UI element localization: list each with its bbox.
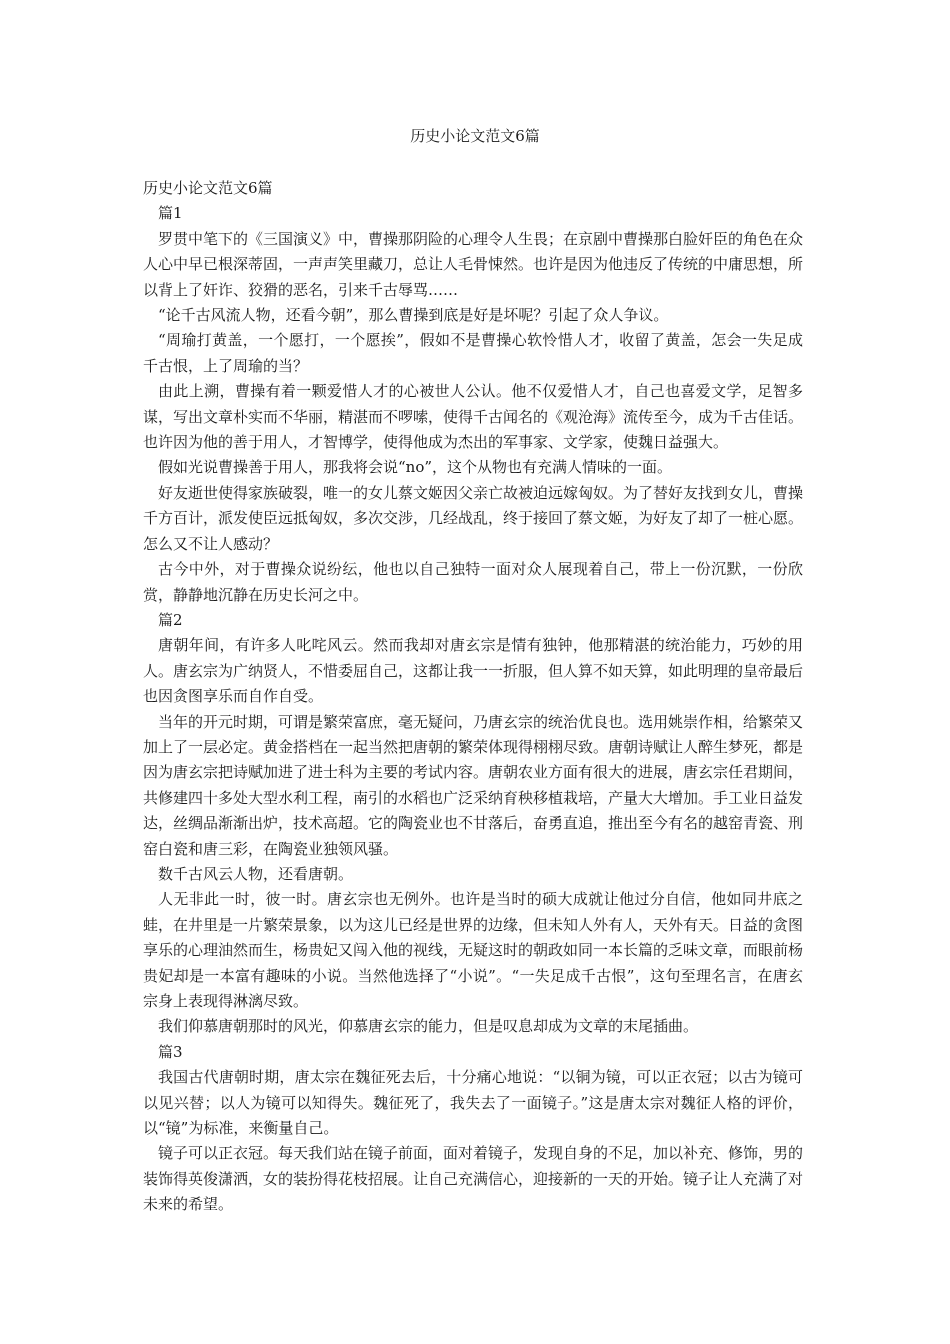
paragraph: 罗贯中笔下的《三国演义》中，曹操那阴险的心理令人生畏；在京剧中曹操那白脸奸臣的角色在众人心中早已根深蒂固，一声声笑里藏刀，总让人毛骨悚然。也许是因为他违反了传统的中庸思想，所以背上了奸诈、狡猾的恶名，引来千古辱骂……	[143, 229, 804, 299]
paragraph: 我们仰慕唐朝那时的风光，仰慕唐玄宗的能力，但是叹息却成为文章的末尾插曲。	[158, 1017, 699, 1036]
paragraph: 好友逝世使得家族破裂，唯一的女儿蔡文姬因父亲亡故被迫远嫁匈奴。为了替好友找到女儿，曹操千方百计，派发使臣远抵匈奴，多次交涉，几经战乱，终于接回了蔡文姬，为好友了却了一桩心愿。怎么又不让人感动？	[143, 483, 804, 553]
paragraph: 当年的开元时期，可谓是繁荣富庶，毫无疑问，乃唐玄宗的统治优良也。选用姚崇作相，给繁荣又加上了一层必定。黄金搭档在一起当然把唐朝的繁荣体现得栩栩尽致。唐朝诗赋让人醉生梦死，都是因为唐玄宗把诗赋加进了进士科为主要的考试内容。唐朝农业方面有很大的进展，唐玄宗任君期间，共修建四十多处大型水利工程，南引的水稻也广泛采纳育秧移植栽培，产量大大增加。手工业日益发达，丝绸品渐渐出炉，技术高超。它的陶瓷业也不甘落后，奋勇直追，推出至今有名的越窑青瓷、刑窑白瓷和唐三彩，在陶瓷业独领风骚。	[143, 712, 804, 858]
section-label-2: 篇2	[158, 610, 183, 629]
section-label-3: 篇3	[158, 1042, 183, 1061]
paragraph: 唐朝年间，有许多人叱咤风云。然而我却对唐玄宗是情有独钟，他那精湛的统治能力，巧妙的用人。唐玄宗为广纳贤人，不惜委屈自己，这都让我一一折服，但人算不如天算，如此明理的皇帝最后也因贪图享乐而自作自受。	[143, 636, 804, 706]
paragraph: 假如光说曹操善于用人，那我将会说“no”，这个从物也有充满人情味的一面。	[158, 458, 673, 477]
document-title: 历史小论文范文6篇	[410, 127, 540, 145]
document-body	[143, 176, 803, 1218]
paragraph: 古今中外，对于曹操众说纷纭，他也以自己独特一面对众人展现着自己，带上一份沉默，一份欣赏，静静地沉静在历史长河之中。	[143, 560, 803, 604]
body-heading: 历史小论文范文6篇	[143, 179, 273, 197]
paragraph: 数千古风云人物，还看唐朝。	[158, 864, 354, 883]
paragraph: “论千古风流人物，还看今朝”，那么曹操到底是好是坏呢？引起了众人争议。	[158, 306, 669, 325]
paragraph: “周瑜打黄盖，一个愿打，一个愿挨”，假如不是曹操心软怜惜人才，收留了黄盖，怎会一失足成千古恨，上了周瑜的当？	[143, 331, 803, 375]
paragraph: 人无非此一时，彼一时。唐玄宗也无例外。也许是当时的硕大成就让他过分自信，他如同井底之蛙，在井里是一片繁荣景象，以为这儿已经是世界的边缘，但未知人外有人，天外有天。日益的贪图享乐的心理油然而生，杨贵妃又闯入他的视线，无疑这时的朝政如同一本长篇的乏味文章，而眼前杨贵妃却是一本富有趣味的小说。当然他选择了“小说”。“一失足成千古恨”，这句至理名言，在唐玄宗身上表现得淋漓尽致。	[143, 890, 804, 1010]
paragraph: 由此上溯，曹操有着一颗爱惜人才的心被世人公认。他不仅爱惜人才，自己也喜爱文学，足智多谋，写出文章朴实而不华丽，精湛而不啰嗦，使得千古闻名的《观沧海》流传至今，成为千古佳话。也许因为他的善于用人，才智博学，使得他成为杰出的军事家、文学家，使魏日益强大。	[143, 382, 804, 452]
section-label-1: 篇1	[158, 204, 183, 223]
paragraph: 我国古代唐朝时期，唐太宗在魏征死去后，十分痛心地说：“以铜为镜，可以正衣冠；以古为镜可以见兴替；以人为镜可以知得失。魏征死了，我失去了一面镜子。”这是唐太宗对魏征人格的评价，以“镜”为标准，来衡量自己。	[143, 1068, 803, 1138]
paragraph: 镜子可以正衣冠。每天我们站在镜子前面，面对着镜子，发现自身的不足，加以补充、修饰，男的装饰得英俊潇洒，女的装扮得花枝招展。让自己充满信心，迎接新的一天的开始。镜子让人充满了对未来的希望。	[143, 1144, 804, 1214]
